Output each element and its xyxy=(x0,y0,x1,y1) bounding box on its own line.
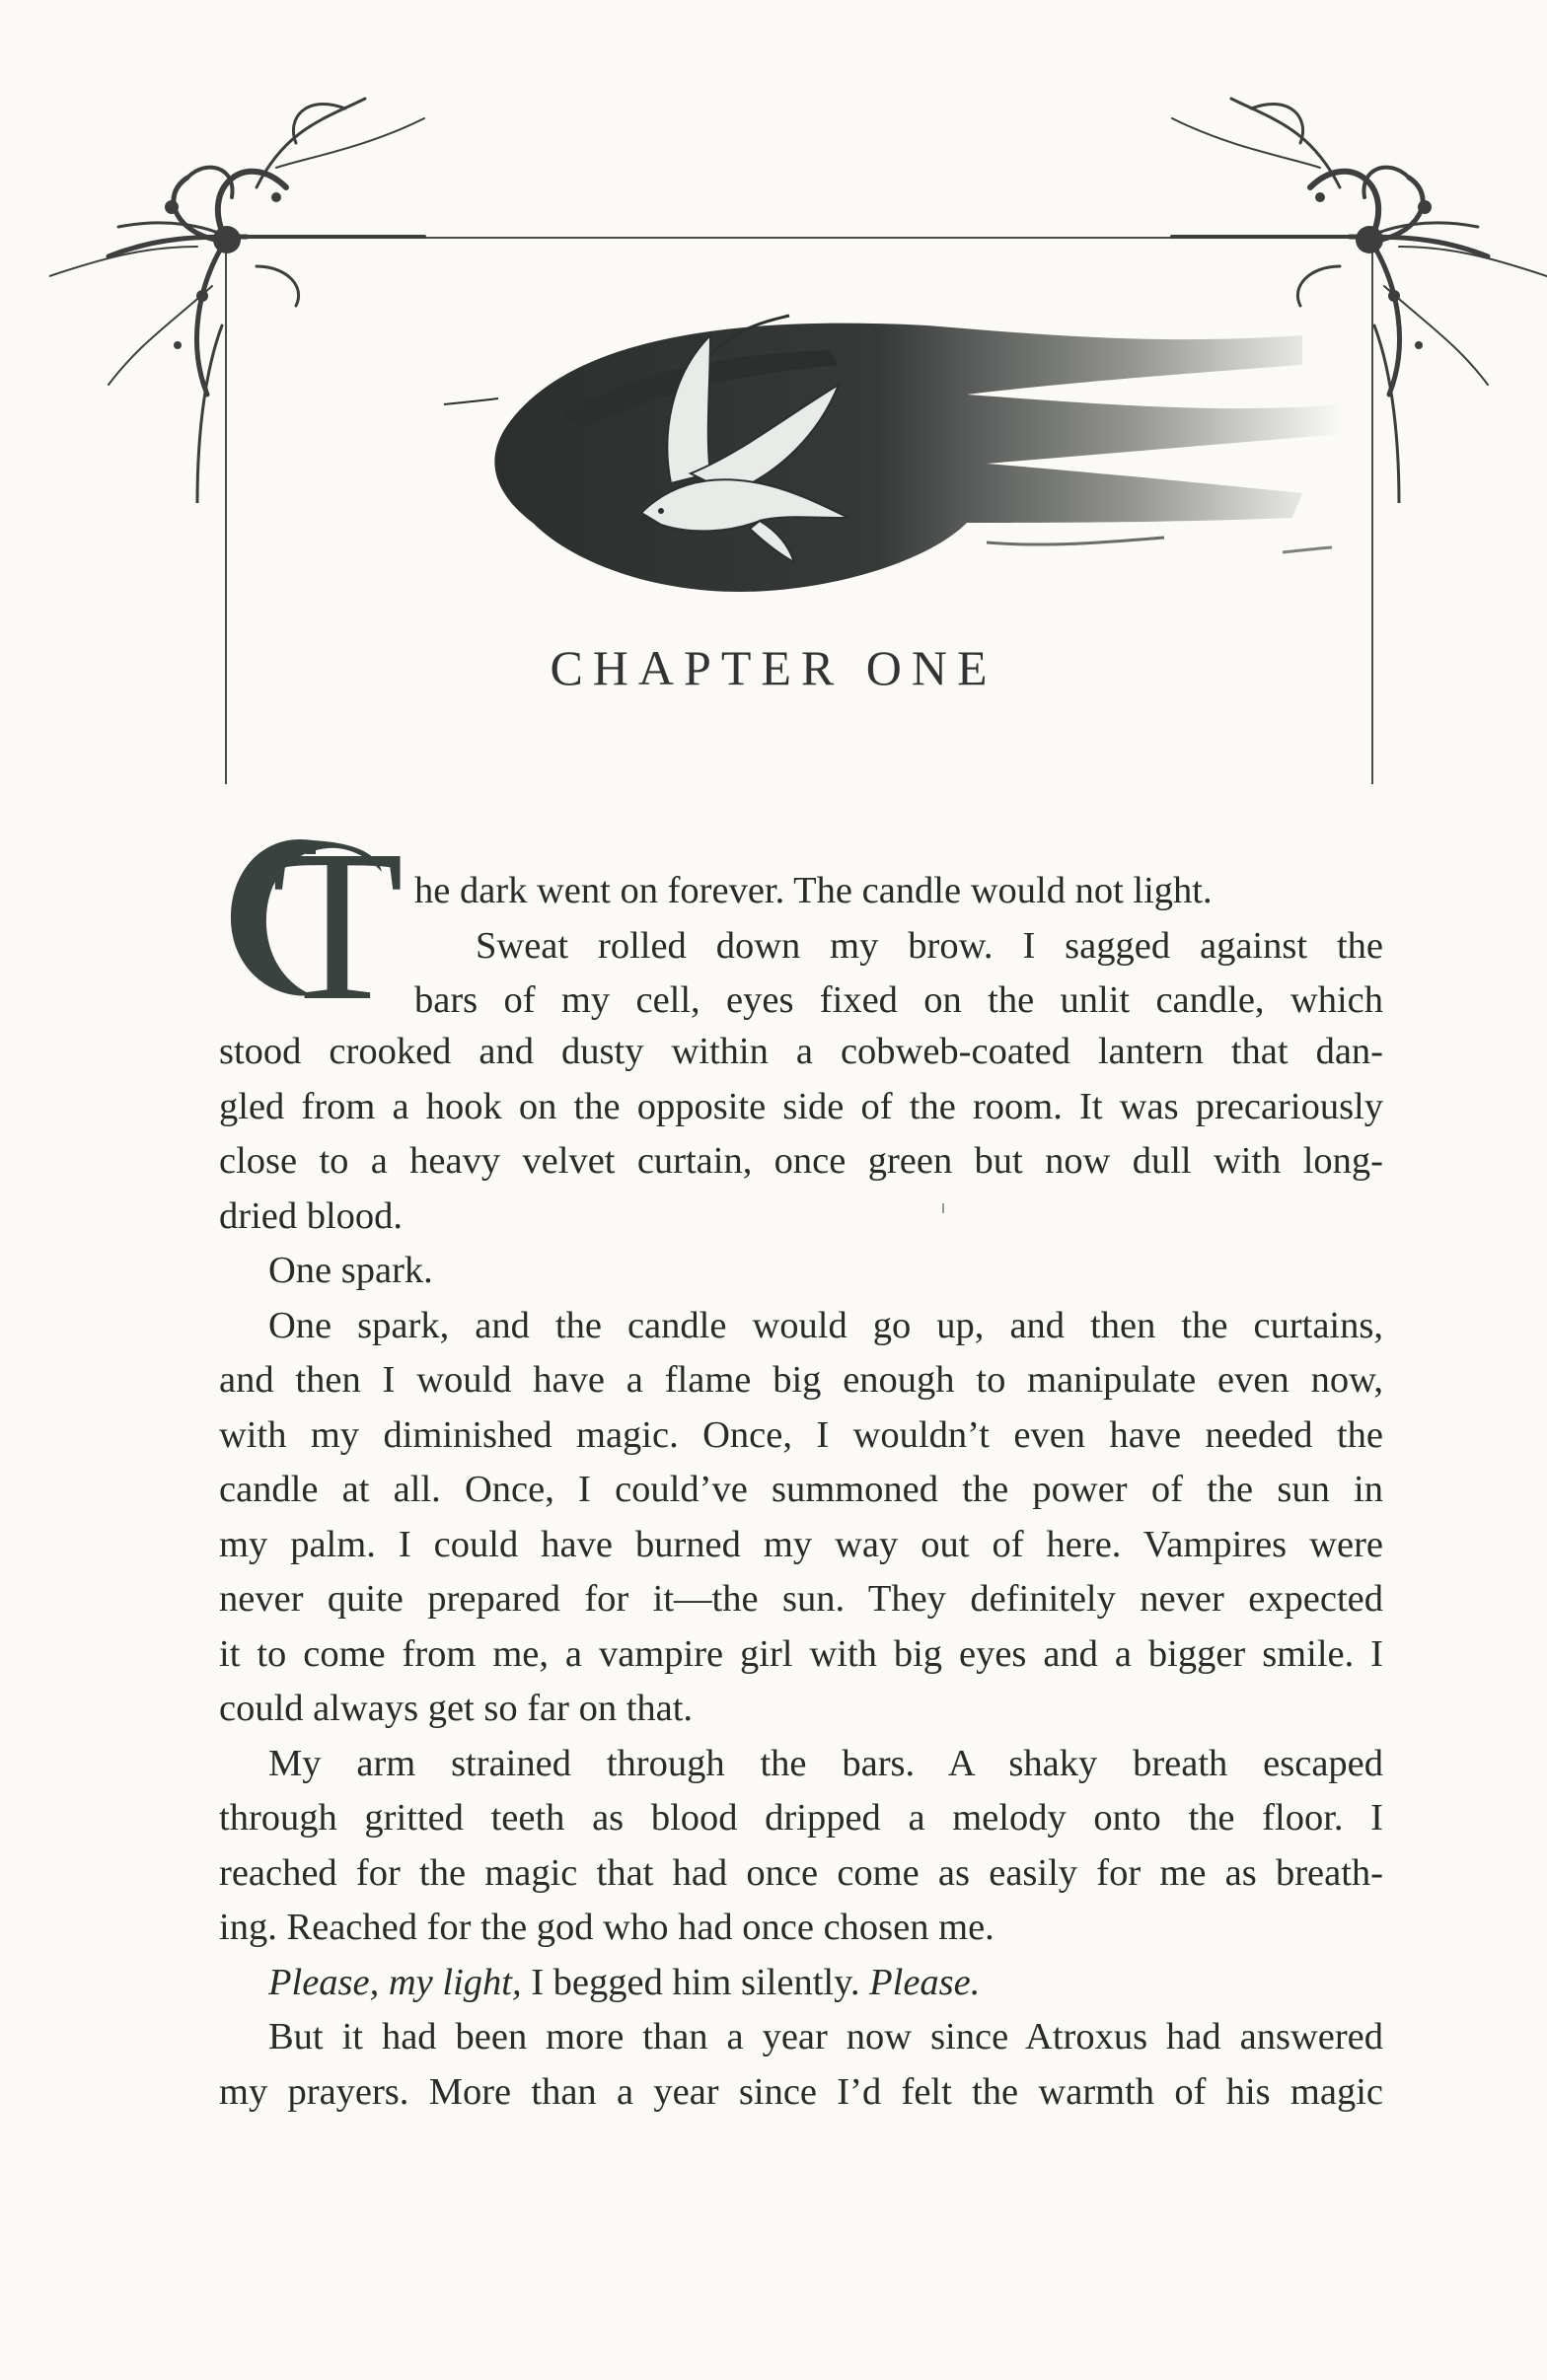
text-line: and then I would have a flame big enough to manipulate even now, xyxy=(219,1359,1383,1401)
text-line: could always get so far on that. xyxy=(219,1688,694,1729)
text-line: Sweat rolled down my brow. I sagged against the xyxy=(476,924,1383,967)
corner-ornament-left-icon xyxy=(49,89,464,503)
text-line: he dark went on forever. The candle would not light. xyxy=(414,870,1213,911)
text-line: with my diminished magic. Once, I wouldn’t even have needed the xyxy=(219,1413,1383,1456)
text-line: gled from a hook on the opposite side of the room. It was precariously xyxy=(219,1085,1383,1127)
text-line: My arm strained through the bars. A shaky breath escaped xyxy=(268,1742,1383,1784)
drop-cap xyxy=(219,823,406,1020)
text-line: stood crooked and dusty within a cobweb-coated lantern that dan- xyxy=(219,1031,1383,1072)
plea-italic-2: Please. xyxy=(869,1961,981,2003)
text-line: never quite prepared for it—the sun. They definitely never expected xyxy=(219,1578,1383,1620)
text-line: my prayers. More than a year since I’d felt the warmth of his magic xyxy=(219,2070,1383,2113)
text-line: One spark. xyxy=(268,1250,433,1291)
text-line: ing. Reached for the god who had once chosen me. xyxy=(219,1907,994,1948)
text-line: But it had been more than a year now since Atroxus had answered xyxy=(268,2016,1383,2057)
text-line: bars of my cell, eyes fixed on the unlit candle, which xyxy=(414,979,1383,1021)
drop-cap-letter: T xyxy=(270,823,405,1020)
body-text xyxy=(219,1025,1383,2120)
opening-lines xyxy=(414,864,1383,1029)
bird-illustration-icon xyxy=(414,296,1362,631)
text-line: dried blood. xyxy=(219,1194,404,1237)
text-line: close to a heavy velvet curtain, once green but now dull with long- xyxy=(219,1140,1383,1182)
text-line: my palm. I could have burned my way out of here. Vampires were xyxy=(219,1523,1383,1565)
plea-plain: I begged him silently. xyxy=(521,1961,870,2003)
plea-line xyxy=(219,1956,1383,2011)
plea-italic-1: Please, my light, xyxy=(268,1961,522,2003)
text-line: One spark, and the candle would go up, and then the curtains, xyxy=(268,1304,1383,1346)
text-line: it to come from me, a vampire girl with big eyes and a bigger smile. I xyxy=(219,1632,1383,1675)
text-line: through gritted teeth as blood dripped a melody onto the floor. I xyxy=(219,1797,1383,1839)
text-line: reached for the magic that had once come as easily for me as breath- xyxy=(219,1851,1383,1894)
text-line: candle at all. Once, I could’ve summoned the power of the sun in xyxy=(219,1469,1383,1510)
chapter-title: CHAPTER ONE xyxy=(550,640,997,695)
